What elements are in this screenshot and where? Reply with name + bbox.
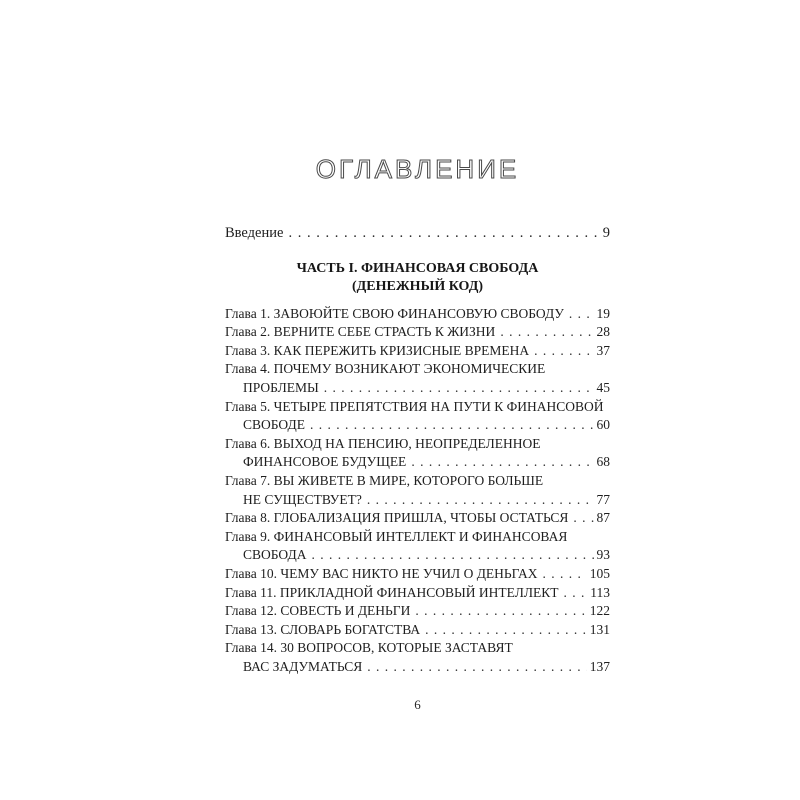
toc-entry-row — [225, 565, 610, 584]
toc-entry-text: Глава 12. СОВЕСТЬ И ДЕНЬГИ — [225, 603, 411, 619]
toc-entry-wrap-row — [225, 379, 610, 398]
toc-entry-wrap-text: ФИНАНСОВОЕ БУДУЩЕЕ — [243, 454, 407, 470]
toc-block — [225, 224, 610, 676]
toc-entry-text: Глава 8. ГЛОБАЛИЗАЦИЯ ПРИШЛА, ЧТОБЫ ОСТАТЬСЯ — [225, 510, 569, 526]
toc-entries — [225, 305, 610, 677]
toc-entry-wrap-row — [225, 453, 610, 472]
part-heading — [225, 260, 610, 297]
page-number: 60 — [596, 417, 610, 433]
page-number: 113 — [590, 584, 610, 600]
dot-leader — [311, 546, 593, 565]
page-number: 87 — [596, 510, 610, 526]
toc-entry — [225, 305, 610, 324]
toc-entry-text: Глава 9. ФИНАНСОВЫЙ ИНТЕЛЛЕКТ И ФИНАНСОВАЯ — [225, 528, 568, 544]
toc-entry-row — [225, 639, 610, 658]
folio: 6 — [414, 697, 421, 712]
toc-entry-row — [225, 435, 610, 454]
part-heading-line1: ЧАСТЬ I. ФИНАНСОВАЯ СВОБОДА — [296, 260, 539, 276]
toc-entry-text: Глава 1. ЗАВОЮЙТЕ СВОЮ ФИНАНСОВУЮ СВОБОДУ — [225, 305, 564, 321]
toc-entry-row — [225, 398, 610, 417]
toc-entry-wrap-text: НЕ СУЩЕСТВУЕТ? — [243, 491, 362, 507]
toc-entry-text: Глава 6. ВЫХОД НА ПЕНСИЮ, НЕОПРЕДЕЛЕННОЕ — [225, 435, 541, 451]
toc-entry-row — [225, 360, 610, 379]
toc-entry — [225, 584, 610, 603]
toc-entry-text: Глава 13. СЛОВАРЬ БОГАТСТВА — [225, 621, 421, 637]
toc-entry-wrap-text: ПРОБЛЕМЫ — [243, 379, 319, 395]
toc-entry-row — [225, 342, 610, 361]
dot-leader — [534, 342, 593, 361]
toc-entry-text: Глава 3. КАК ПЕРЕЖИТЬ КРИЗИСНЫЕ ВРЕМЕНА — [225, 342, 530, 358]
toc-entry-text: Глава 11. ПРИКЛАДНОЙ ФИНАНСОВЫЙ ИНТЕЛЛЕКТ — [225, 584, 559, 600]
toc-title: ОГЛАВЛЕНИЕ — [315, 154, 520, 184]
toc-intro-label: Введение — [225, 225, 284, 241]
toc-entry-wrap-row — [225, 416, 610, 435]
toc-entry — [225, 528, 610, 565]
toc-entry — [225, 323, 610, 342]
dot-leader — [367, 658, 586, 677]
toc-entry — [225, 565, 610, 584]
toc-entry-row — [225, 509, 610, 528]
dot-leader — [573, 509, 593, 528]
toc-entry-row — [225, 584, 610, 603]
toc-entry-wrap-text: СВОБОДЕ — [243, 417, 305, 433]
page-number: 77 — [596, 491, 610, 507]
toc-entry-wrap-text: ВАС ЗАДУМАТЬСЯ — [243, 658, 363, 674]
toc-entry — [225, 435, 610, 472]
toc-entry-wrap-text: СВОБОДА — [243, 547, 307, 563]
page-number: 68 — [596, 454, 610, 470]
page-number: 28 — [596, 324, 610, 340]
toc-entry-row — [225, 602, 610, 621]
toc-entry — [225, 342, 610, 361]
dot-leader — [367, 491, 594, 510]
page-number: 122 — [589, 603, 610, 619]
toc-entry-row — [225, 305, 610, 324]
toc-entry — [225, 509, 610, 528]
dot-leader — [310, 416, 594, 435]
toc-entry — [225, 602, 610, 621]
dot-leader — [425, 621, 587, 640]
toc-entry-wrap-row — [225, 658, 610, 677]
toc-entry-text: Глава 2. ВЕРНИТЕ СЕБЕ СТРАСТЬ К ЖИЗНИ — [225, 324, 496, 340]
page-number: 105 — [589, 565, 610, 581]
toc-entry-row — [225, 528, 610, 547]
toc-entry-row — [225, 621, 610, 640]
toc-entry-wrap-row — [225, 546, 610, 565]
toc-entry-wrap-row — [225, 491, 610, 510]
toc-entry-row — [225, 323, 610, 342]
toc-entry-row — [225, 472, 610, 491]
dot-leader — [415, 602, 586, 621]
page-number: 37 — [596, 342, 610, 358]
page-number: 131 — [589, 621, 610, 637]
dot-leader — [288, 224, 599, 243]
dot-leader — [411, 453, 593, 472]
page-number: 137 — [589, 658, 610, 674]
toc-entry — [225, 360, 610, 397]
page-number: 93 — [596, 547, 610, 563]
toc-entry — [225, 621, 610, 640]
toc-entry-text: Глава 7. ВЫ ЖИВЕТЕ В МИРЕ, КОТОРОГО БОЛЬШЕ — [225, 472, 544, 488]
dot-leader — [569, 305, 594, 324]
page-number: 45 — [596, 379, 610, 395]
part-heading-line2: (ДЕНЕЖНЫЙ КОД) — [351, 279, 484, 295]
toc-entry — [225, 472, 610, 509]
toc-entry — [225, 639, 610, 676]
page-number: 19 — [596, 305, 610, 321]
dot-leader — [324, 379, 594, 398]
dot-leader — [543, 565, 587, 584]
toc-entry-text: Глава 10. ЧЕМУ ВАС НИКТО НЕ УЧИЛ О ДЕНЬГАХ — [225, 565, 538, 581]
page-number: 9 — [602, 225, 610, 241]
toc-entry-text: Глава 14. 30 ВОПРОСОВ, КОТОРЫЕ ЗАСТАВЯТ — [225, 640, 513, 656]
dot-leader — [564, 584, 588, 603]
dot-leader — [500, 323, 593, 342]
toc-entry-text: Глава 4. ПОЧЕМУ ВОЗНИКАЮТ ЭКОНОМИЧЕСКИЕ — [225, 361, 546, 377]
toc-entry-text: Глава 5. ЧЕТЫРЕ ПРЕПЯТСТВИЯ НА ПУТИ К ФИНАНСОВОЙ — [225, 398, 604, 414]
toc-entry — [225, 398, 610, 435]
toc-intro-row — [225, 224, 610, 243]
